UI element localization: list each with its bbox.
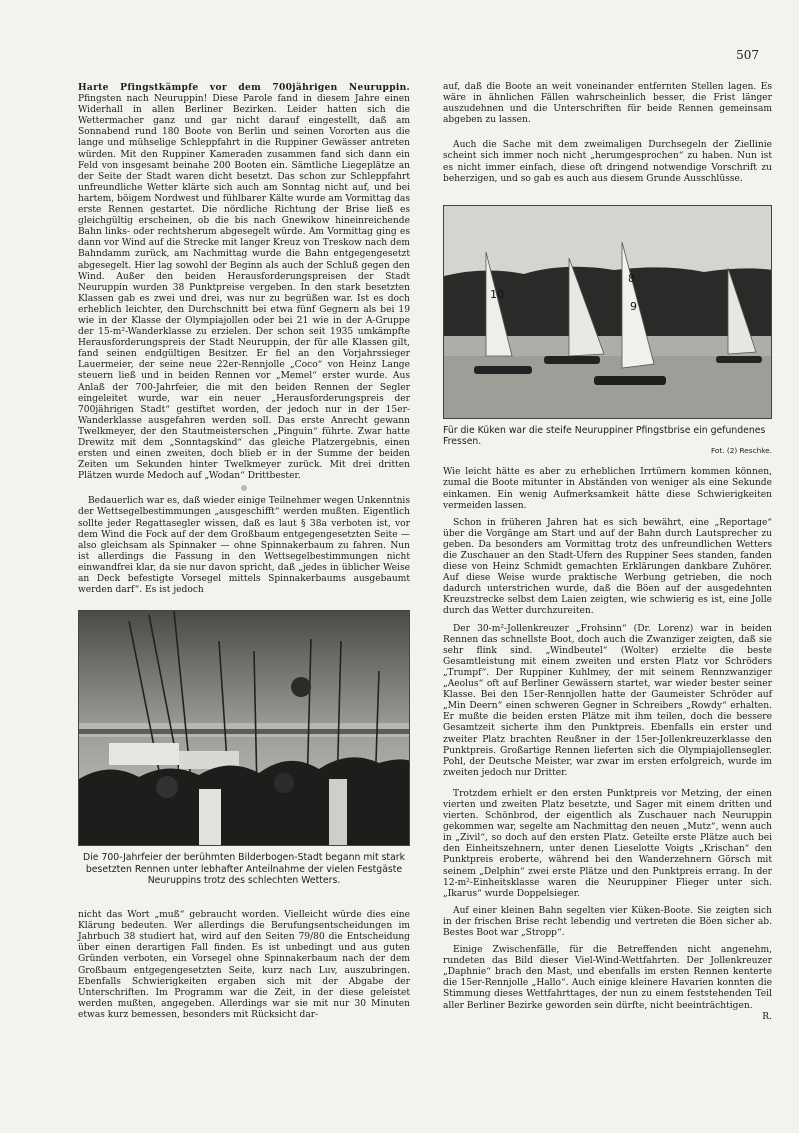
sail-number-9: 9 — [630, 299, 637, 313]
sail-number-8: 8 — [628, 271, 635, 285]
left-column — [78, 82, 410, 1021]
article-heading: Harte Pfingstkämpfe vor dem 700jährigen Neuruppin. — [78, 82, 410, 93]
article-paragraph-incidents — [443, 945, 772, 1022]
article-paragraph-reportage: Schon in früheren Jahren hat es sich bewährt, eine „Reportage“ über die Vorgänge am Start und auf der Bahn durch Lautsprecher zu geben. Da besonders am Vormittag trotz des unfreundlichen Wetters die Zuschauer an den Stadt-Ufern des Ruppiner Sees standen, fanden diese von Heinz Schmidt gemachten Erklärungen dankbare Zuhörer. Auf diese Weise wurde praktische Werbung getrieben, die noch dadurch unterstrichen wurde, daß die Böen auf der ausgedehnten Kreuzstrecke selbst dem Laien zeigten, wie schwierig es ist, eine Jolle durch das Wetter durchzureiten. — [443, 517, 772, 617]
crowd-photo-caption: Die 700-Jahrfeier der berühmten Bilderbogen-Stadt begann mit stark besetzten Rennen unter lebhafter Anteilnahme der vielen Festgäste Neuruppins trotz des schlechten Wetters. — [83, 852, 405, 886]
regatta-crowd-photo-drawing — [79, 611, 410, 846]
kueken-sailboats-photo — [443, 205, 772, 419]
photo-credit: Fot. (2) Reschke. — [710, 446, 772, 456]
article-paragraph-results-2: Trotzdem erhielt er den ersten Punktpreis vor Metzing, der einen vierten und zweiten Platz besetzte, und Sager mit einem dritten und vierten. Schönbrod, der eigentlich als Zuschauer nach Neuruppin gekommen war, segelte am Nachmittag den neuen „Mutz“, wenn auch in „Zivil“, so doch auf den ersten Platz. Geteilte erste Plätze auch bei den Einheitszehnern, unter denen Lieselotte Voigts „Krischan“ den Punktpreis eroberte, während bei den Wanderzehnern Görsch mit seinem „Delphin“ zwei erste Plätze und den Punktpreis errang. In der 12-m²-Einheitsklasse waren die Neuruppiner Flieger unter sich. „Ikarus“ wurde Doppelsieger. — [443, 788, 772, 899]
article-paragraph-kueken: Auf einer kleinen Bahn segelten vier Küken-Boote. Sie zeigten sich in der frischen Brise recht lebendig und vertreten die Böen sicher ab. Bestes Boot war „Stropp“. — [443, 905, 772, 938]
article-paragraph-continuation: nicht das Wort „muß“ gebraucht worden. Vielleicht würde dies eine Klärung bedeuten. Wer allerdings die Berufungsentscheidungen im Jahrbuch 38 studiert hat, wird auf den Seiten 79/80 die Entscheidung über einen derartigen Fall finden. Es ist unbedingt und aus guten Gründen verboten, ein Vorsegel ohne Spinnakerbaum nach der dem Großbaum entgegengesetzten Seite, kurz nach Luv, auszubringen. Ebenfalls Schwierigkeiten ergaben sich mit der Abgabe der Unterschriften. Im Programm war die Zeit, in der diese geleistet werden mußten, angegeben. Allerdings war sie mit nur 30 Minuten etwas kurz bemessen, besonders mit Rücksicht dar- — [78, 910, 410, 1020]
article-paragraph-attention: Wie leicht hätte es aber zu erheblichen Irrtümern kommen können, zumal die Boote mitunter in Abständen von weniger als eine Sekunde einkamen. Ein wenig Aufmerksamkeit hätte diese Schwierigkeiten vermeiden lassen. — [443, 467, 772, 511]
kueken-sailboats-drawing — [444, 206, 772, 419]
section-divider-dot — [241, 485, 247, 491]
article-incidents-text: Einige Zwischenfälle, für die Betreffenden nicht angenehm, rundeten das Bild dieser Viel-Wind-Wettfahrten. Der Jollenkreuzer „Daphnie“ brach den Mast, und ebenfalls im ersten Rennen kenterte die 15er-Rennjolle „Hallo“. Auch einige kleinere Havarien konnten die Stimmung dieses Wettfahrttages, der nun zu einem feststehenden Teil aller Berliner Bezirke geworden sein dürfte, nicht beeinträchtigen. — [443, 945, 772, 1011]
article-signature: R. — [762, 1011, 772, 1022]
regatta-crowd-photo — [78, 610, 410, 846]
article-intro-paragraph — [78, 82, 410, 482]
right-column — [443, 82, 772, 1023]
article-paragraph-results-1: Der 30-m²-Jollenkreuzer „Frohsinn“ (Dr. Lorenz) war in beiden Rennen das schnellste Boot, doch auch die Zwanziger zeigten, daß sie sehr flink sind. „Windbeutel“ (Wolter) erzielte die beste Gesamtleistung mit einem zweiten und ersten Platz vor Schröders „Trumpf“. Der Ruppiner Kuhlmey, der mit seinem Rennzwanziger „Aeolus“ oft auf Berliner Gewässern startet, war wieder bester seiner Klasse. Bei den 15er-Rennjollen hatte der Gaumeister Schröder auf „Min Deern“ einen schweren Gegner in Schreibers „Rowdy“ erhalten. Er mußte die beiden ersten Plätze mit ihm teilen, doch die bessere Gesamtzeit sicherte ihm den Punktpreis. Ebenfalls ein erster und zweiter Platz brachten Reußner in der 15er-Jollenkreuzerklasse den Punktpreis. Großartige Rennen lieferten sich die Olympiajollensegler. Pohl, der Deutsche Meister, war zwar im ersten erfolgreich, wurde im zweiten jedoch nur Dritter. — [443, 623, 772, 778]
article-paragraph-signatures: auf, daß die Boote an weit voneinander entfernten Stellen lagen. Es wäre in ähnlichen Fällen wahrscheinlich besser, die Frist länger auszudehnen und die Unterschriften für beide Rennen gemeinsam abgeben zu lassen. — [443, 82, 772, 126]
page-number: 507 — [736, 48, 759, 62]
article-paragraph-finish-line: Auch die Sache mit dem zweimaligen Durchsegeln der Ziellinie scheint sich immer noch nicht „herumgesprochen“ zu haben. Nun ist es nicht immer einfach, diese oft dringend notwendige Vorschrift zu beherzigen, und so gab es auch aus diesem Grunde Ausschlüsse. — [443, 140, 772, 184]
kueken-photo-caption: Für die Küken war die steife Neuruppiner Pfingstbrise ein gefundenes Fressen. — [443, 424, 766, 448]
article-paragraph-rules: Bedauerlich war es, daß wieder einige Teilnehmer wegen Unkenntnis der Wettsegelbestimmungen „ausgeschifft“ werden mußten. Eigentlich sollte jeder Regattasegler wissen, daß es laut § 38a verboten ist, vor dem Wind die Fock auf der dem Großbaum entgegengesetzten Seite — also gleichsam als Spinnaker — ohne Spinnakerbaum zu fahren. Nun ist allerdings die Fassung in den Wettsegelbestimmungen nicht einwandfrei klar, da sie nur davon spricht, daß „jedes in üblicher Weise an Deck befestigte Vorsegel mittels Spinnakerbaums ausgebaumt werden darf“. Es ist jedoch — [78, 496, 410, 596]
sail-number-10: 10 — [490, 287, 504, 301]
article-intro-text: Pfingsten nach Neuruppin! Diese Parole fand in diesem Jahre einen Widerhall in allen Berliner Bezirken. Leider hatten sich die Wettermacher ganz und gar nicht darauf eingestellt, daß am Sonnabend rund 180 Boote von Berlin und seinen Vororten aus die lange und mühselige Schleppfahrt in die Ruppiner Gewässer antreten würden. Mit den Ruppiner Kameraden zusammen fand sich dann ein Feld von insgesamt beinahe 200 Booten ein. Sämtliche Liegeplätze an der Seite der Stadt waren dicht besetzt. Das schon zur Schleppfahrt unfreundliche Wetter klärte sich auch am Sonntag nicht auf, und bei hartem, böigem Nordwest und fühlbarer Kälte wurde am Vormittag das erste Rennen gestartet. Die nördliche Richtung der Brise ließ es gleichgültig erscheinen, ob die bis nach Gnewikow hineinreichende Bahn links- oder rechtsherum abgesegelt würde. Am Vormittag ging es dann vor Wind auf die Strecke mit langer Kreuz von Treskow nach dem Bahndamm zurück, am Nachmittag wurde die Bahn entgegengesetzt abgesegelt. Hier lag sowohl der Beginn als auch der Schluß gegen den Wind. Außer den beiden Herausforderungspreisen der Stadt Neuruppin wurden 38 Punktpreise vergeben. In den stark besetzten Klassen gab es zwei und drei, was nur zu begrüßen war. Ist es doch erheblich leichter, den Durchschnitt bei etwa fünf Gegnern als bei 19 wie in der Klasse der Olympiajollen oder bei 21 wie in der A-Gruppe der 15-m²-Wanderklasse zu erzielen. Der schon seit 1935 umkämpfte Herausforderungspreis der Stadt Neuruppin, der für alle Klassen gilt, fand seinen endgültigen Besitzer. Er fiel an den Vorjahrssieger Lauermeier, der seine neue 22er-Rennjolle „Coco“ von Heinz Lange steuern ließ und in beiden Rennen vor „Memel“ erster wurde. Aus Anlaß der 700-Jahrfeier, die mit den beiden Rennen der Segler eingeleitet wurde, war ein neuer „Herausforderungspreis der 700jährigen Stadt“ gestiftet worden, der jedoch nur in der 15er-Wanderklasse ausgefahren werden soll. Das erste Anrecht gewann Twelkmeyer, der den Stautmeisterschen „Pinguin“ führte. Zwar hatte Drewitz mit dem „Sonntagskind“ das gleiche Platzergebnis, einen ersten und einen zweiten, doch blieb er in der Summe der beiden Zeiten um Sekunden hinter Twelkmeyer zurück. Mit drei dritten Plätzen wurde Medoch auf „Wodan“ Drittbester. — [78, 94, 410, 482]
